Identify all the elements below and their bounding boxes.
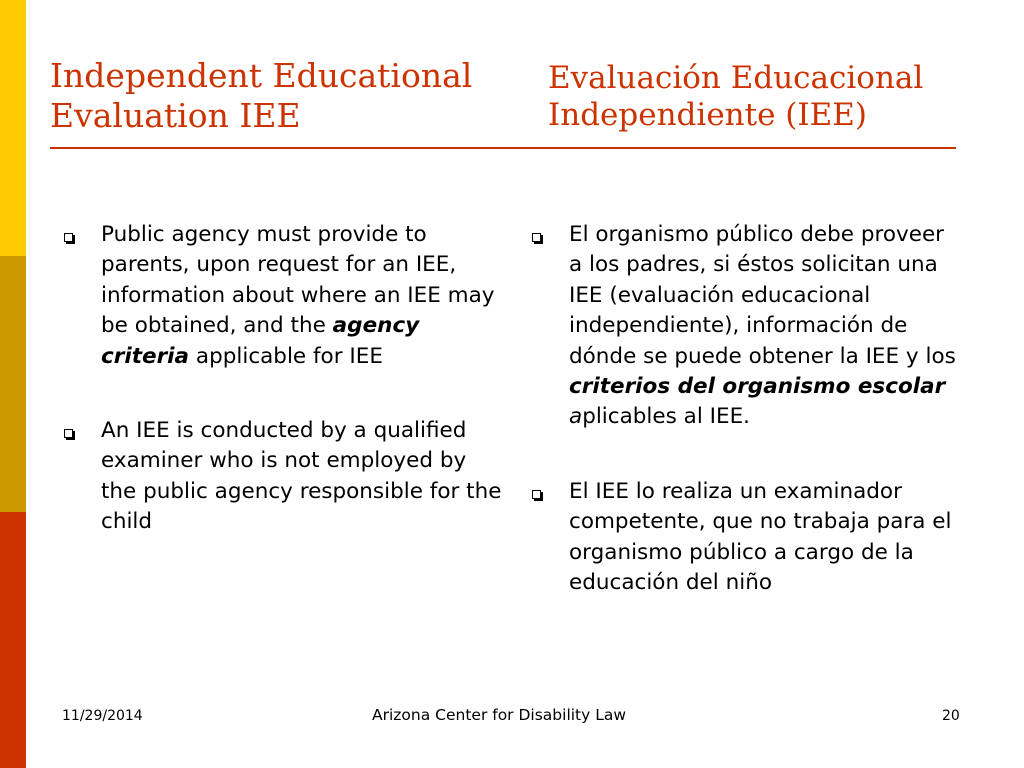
title-spanish-line1: Evaluación Educacional — [548, 60, 924, 96]
english-bullet2-text: An IEE is conducted by a qualified examiner who is not employed by the public agency responsible for the child — [101, 418, 502, 535]
title-underline — [50, 147, 956, 149]
footer-page-number: 20 — [942, 708, 960, 724]
accent-bar-top — [0, 0, 26, 256]
footer-date: 11/29/2014 — [62, 708, 143, 724]
spanish-bullet2-text: El IEE lo realiza un examinador competente, que no trabaja para el organismo público a cargo de la educación del niño — [569, 478, 952, 596]
spanish-bullet-criterios — [530, 220, 960, 433]
spanish-bullet1-tail: plicables al IEE. — [582, 404, 750, 430]
spanish-column — [530, 220, 960, 642]
english-bullet1-tail: applicable for IEE — [189, 343, 383, 369]
english-column — [62, 220, 502, 582]
slide-title-spanish — [548, 60, 923, 134]
english-bullet-agency-criteria — [62, 220, 502, 372]
square-bullet-icon — [532, 233, 541, 242]
english-bullet1-emphasis: agency criteria — [101, 313, 420, 369]
accent-bar-bottom — [0, 512, 26, 768]
square-bullet-icon — [64, 429, 73, 438]
english-bullet-qualified-examiner — [62, 416, 502, 538]
square-bullet-icon — [532, 490, 541, 499]
title-spanish-line2: Independiente (IEE) — [548, 97, 867, 134]
title-english-line2: Evaluation IEE — [50, 95, 301, 135]
square-bullet-icon — [64, 233, 73, 242]
spanish-bullet1-italic-letter: a — [569, 404, 583, 430]
footer-organization: Arizona Center for Disability Law — [372, 706, 627, 724]
accent-bar-middle — [0, 256, 26, 512]
title-english-line1: Independent Educational — [50, 56, 473, 95]
spanish-bullet1-text: El organismo público debe proveer a los padres, si éstos solicitan una IEE (evaluación educacional independiente), información de dónde se puede obtener la IEE y los — [569, 222, 956, 369]
english-bullet1-text: Public agency must provide to parents, upon request for an IEE, information about where an IEE may be obtained, and the — [101, 222, 495, 339]
spanish-bullet-examinador — [530, 477, 960, 599]
slide-title-english — [50, 56, 472, 135]
spanish-bullet1-emphasis: criterios del organismo escolar — [569, 374, 946, 400]
